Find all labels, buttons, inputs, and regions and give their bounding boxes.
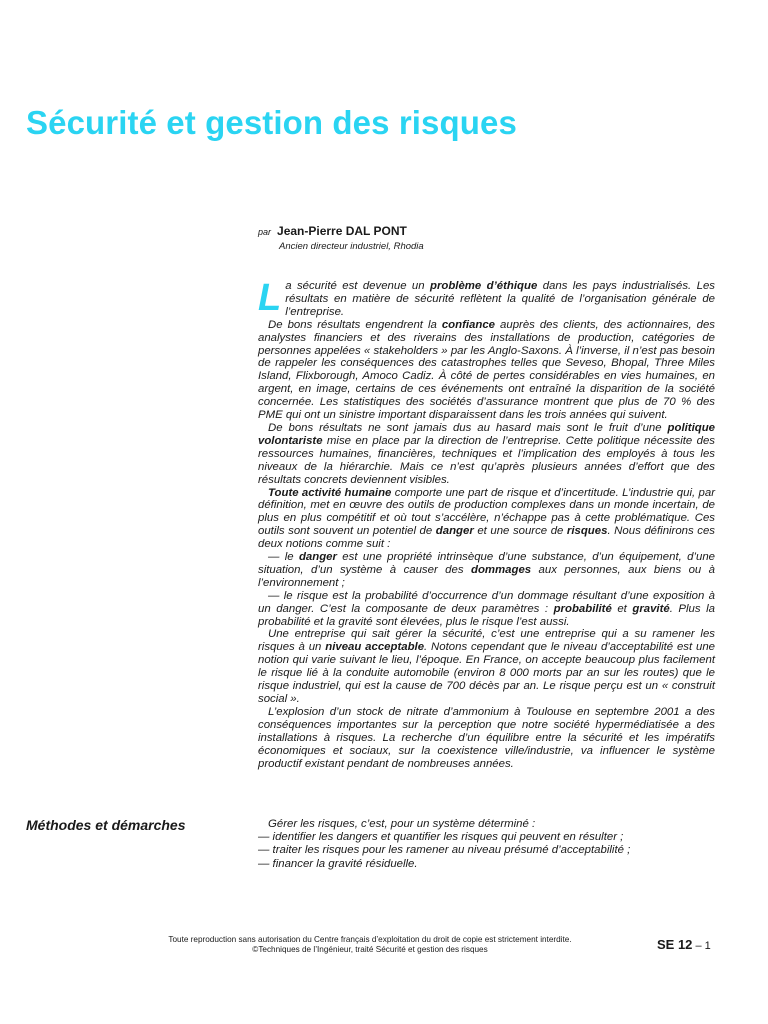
author-name: Jean-Pierre DAL PONT [277, 224, 407, 238]
emphasis: niveau acceptable [325, 641, 425, 654]
emphasis: confiance [441, 318, 496, 331]
paragraph: De bons résultats ne sont jamais dus au hasard mais sont le fruit d’une politique volontariste mise en place par la direction de l’entreprise. Cette politique nécessite des ressources humaines, financières, techniques et l’implication des employés à tous les niveaux de la hiérarchie. Mais ce n’est qu’après plusieurs années d’effort que des résultats concrets deviennent visibles. [258, 421, 715, 486]
author-role: Ancien directeur industriel, Rhodia [279, 241, 424, 252]
list-item: — traiter les risques pour les ramener au niveau présumé d’acceptabilité ; [258, 844, 631, 857]
definition-risque: — le risque est la probabilité d’occurrence d’un dommage résultant d’une exposition à un danger. C’est la composante de deux paramètres : probabilité et gravité. Plus la probabilité et la gravité sont élevées, plus le risque l’est aussi. [258, 589, 715, 628]
section-intro: Gérer les risques, c’est, pour un système déterminé : [268, 818, 536, 830]
list-item: — identifier les dangers et quantifier les risques qui peuvent en résulter ; [258, 831, 624, 844]
paragraph: Une entreprise qui sait gérer la sécurité, c’est une entreprise qui a su ramener les risques à un niveau acceptable. Notons cependant que le niveau d’acceptabilité est une notion qui varie suivant le lieu, l’époque. En France, on accepte beaucoup plus facilement le risque lié à la conduite automobile (environ 8 000 morts par an sur les routes) que le risque industriel, qui est la cause de 700 décès par an. Le risque perçu est un « construit social ». [258, 628, 716, 705]
emphasis: politique volontariste [258, 421, 715, 447]
page-num: 1 [704, 940, 711, 952]
page-number [657, 936, 711, 954]
byline-prefix: par [258, 227, 272, 237]
page-title: Sécurité et gestion des risques [26, 104, 517, 141]
list-item: — financer la gravité résiduelle. [258, 857, 418, 870]
paragraph-intro: La sécurité est devenue un problème d’éthique dans les pays industrialisés. Les résultats en matière de sécurité reflètent la qualité de l’organisation générale de l’entreprise. [258, 277, 715, 319]
emphasis: danger [435, 525, 474, 538]
copyright-notice [100, 935, 640, 954]
byline [258, 222, 424, 252]
section-title: Méthodes et démarches [26, 817, 186, 833]
page-separator: – [692, 940, 705, 952]
paragraph: Toute activité humaine comporte une part de risque et d’incertitude. L’industrie qui, par définition, met en œuvre des outils de production complexes dans un monde incertain, de plus en plus compétitif et où tout s’accélère, n’échappe pas à cette problématique. Ces outils sont souvent un potentiel de danger et une source de risques. Nous définirons ces deux notions comme suit : [258, 486, 715, 551]
emphasis: probabilité [553, 602, 612, 615]
emphasis: problème d’éthique [430, 280, 538, 292]
emphasis: dommages [470, 563, 532, 576]
drop-cap: L [258, 277, 282, 319]
emphasis: Toute activité humaine [268, 486, 392, 499]
article-body [258, 277, 716, 770]
emphasis: risques [566, 525, 608, 538]
copyright-line: ©Techniques de l’Ingénieur, traité Sécurité et gestion des risques [252, 944, 488, 954]
paragraph: De bons résultats engendrent la confiance auprès des clients, des actionnaires, des analystes financiers et des riverains des installations de production, catégories de personnes appelées « stakeholders » par les Anglo-Saxons. À l’inverse, il n’est pas besoin de rappeler les conséquences des catastrophes telles que Seveso, Bhopal, Three Miles Island, Flixborough, Amoco Cadiz. À côté de pertes considérables en vies humaines, en argent, en image, certains de ces événements ont entraîné la disparition de la société concernée. Les statistiques des sociétés d’assurance montrent que plus de 70 % des PME qui ont un sinistre important disparaissent dans les trois années qui suivent. [258, 318, 715, 422]
emphasis: danger [298, 551, 337, 564]
page-code: SE 12 [657, 937, 693, 952]
definition-danger: — le danger est une propriété intrinsèque d’une substance, d’un équipement, d’une situation, d’un système à causer des dommages aux personnes, aux biens ou à l’environnement ; [258, 551, 715, 589]
emphasis: gravité [632, 602, 670, 615]
paragraph: L’explosion d’un stock de nitrate d’ammonium à Toulouse en septembre 2001 a des conséquences importantes sur la perception que notre société hypermédiatisée a des installations à risques. La recherche d’un équilibre entre la sécurité et les impératifs économiques et sociaux, sur la coexistence ville/industrie, va influencer le système productif existant pendant de nombreuses années. [258, 705, 715, 770]
section-body [258, 818, 715, 871]
copyright-line: Toute reproduction sans autorisation du Centre français d’exploitation du droit de copie est strictement interdite. [168, 935, 572, 944]
